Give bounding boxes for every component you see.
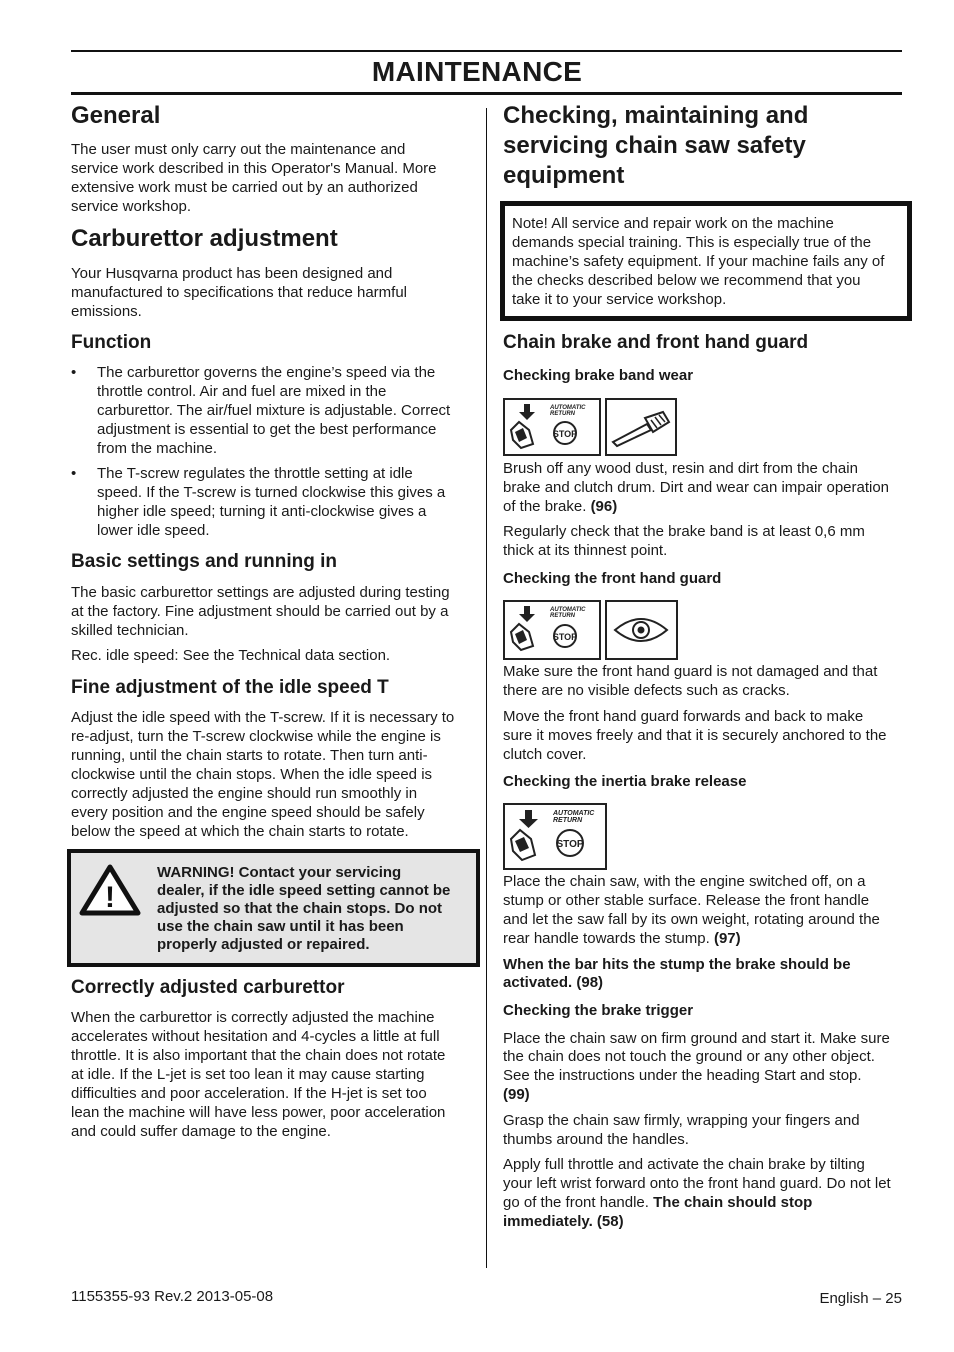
- band-p2-line: thick at its thinnest point.: [503, 542, 668, 559]
- chain-brake-icon: [505, 400, 599, 454]
- warning-triangle-icon: [79, 864, 141, 916]
- carb-line: manufactured to specifications that reduce harmful: [71, 284, 408, 301]
- bullet-line: The T-screw regulates the throttle setting at idle: [97, 465, 413, 482]
- guard-p1-line: Make sure the front hand guard is not damaged and that: [503, 663, 878, 680]
- fine-line: every position and the engine speed should be safely: [71, 804, 425, 821]
- general-line: service work described in this Operator's Manual. More: [71, 160, 437, 177]
- band-p1-line: Brush off any wood dust, resin and dirt from the chain: [503, 460, 858, 477]
- basic-line: skilled technician.: [71, 622, 189, 639]
- header-top-rule: [71, 50, 902, 52]
- inertia-p1-line: [503, 929, 741, 948]
- svg-text:STOP: STOP: [552, 632, 578, 642]
- figure-ref: (96): [590, 498, 618, 515]
- svg-text:AUTOMATIC: AUTOMATIC: [553, 810, 595, 817]
- fine-line: re-adjust, turn the T-screw clockwise while the engine is: [71, 728, 441, 745]
- chain-brake-icon-box: [503, 600, 601, 660]
- svg-text:!: !: [105, 881, 115, 914]
- fine-line: Adjust the idle speed with the T-screw. If it is necessary to: [71, 709, 455, 726]
- basic-line: The basic carburettor settings are adjusted during testing: [71, 584, 450, 601]
- bullet-line: adjustment is essential to get the best performance: [97, 421, 437, 438]
- function-heading: Function: [71, 332, 152, 353]
- trigger-p3-text: go of the front handle.: [503, 1194, 654, 1211]
- page-title: MAINTENANCE: [371, 56, 583, 87]
- chain-brake-icon: [505, 602, 599, 658]
- carb-heading: Carburettor adjustment: [71, 225, 338, 252]
- guard-p2-line: Move the front hand guard forwards and back to make: [503, 708, 864, 725]
- warning-line: use the chain saw until it has been: [157, 918, 404, 935]
- guard-heading: Checking the front hand guard: [503, 570, 722, 587]
- general-heading: General: [71, 102, 161, 129]
- trigger-p3-line: Apply full throttle and activate the chain brake by tilting: [503, 1156, 865, 1173]
- svg-text:AUTOMATIC: AUTOMATIC: [550, 405, 586, 411]
- trigger-p3-bold-line: immediately. (58): [503, 1213, 624, 1230]
- trigger-heading: Checking the brake trigger: [503, 1002, 694, 1019]
- guard-p1-line: there are no visible defects such as cracks.: [503, 682, 790, 699]
- general-line: The user must only carry out the maintenance and: [71, 141, 406, 158]
- bullet-line: carburettor. The air/fuel mixture is adjustable. Correct: [97, 402, 451, 419]
- correct-line: lean the machine will have less power, poor acceleration: [71, 1104, 446, 1121]
- note-line: demands special training. This is especially true of the: [512, 234, 872, 251]
- inertia-p1-text: rear handle towards the stump.: [503, 930, 714, 947]
- trigger-p3-line: [503, 1193, 812, 1212]
- carb-line: emissions.: [71, 303, 142, 320]
- bullet-line: The carburettor governs the engine’s speed via the: [97, 364, 436, 381]
- bullet-line: from the machine.: [97, 440, 218, 457]
- bullet-line: throttle control. Air and fuel are mixed in the: [97, 383, 387, 400]
- basic-heading: Basic settings and running in: [71, 551, 338, 572]
- general-line: service workshop.: [71, 198, 192, 215]
- note-line: take it to your service workshop.: [512, 291, 727, 308]
- inertia-p1-line: and let the saw fall by its own weight, rotating around the: [503, 911, 880, 928]
- chain-brake-icon: [505, 805, 605, 868]
- carb-line: Your Husqvarna product has been designed and: [71, 265, 393, 282]
- inertia-p1-line: stump or other stable surface. Release the front handle: [503, 892, 870, 909]
- bullet-marker: •: [71, 364, 77, 381]
- footer-page-number: English – 25: [819, 1290, 902, 1307]
- figure-ref: (97): [713, 930, 741, 947]
- footer-doc-id: 1155355-93 Rev.2 2013-05-08: [71, 1288, 274, 1305]
- trigger-p1-line: the chain does not touch the ground or any other object.: [503, 1048, 875, 1065]
- svg-text:RETURN: RETURN: [550, 613, 575, 619]
- bullet-marker: •: [71, 465, 77, 482]
- inertia-bold-line: activated. (98): [503, 974, 604, 991]
- figure-ref: (99): [503, 1086, 530, 1103]
- inertia-heading: Checking the inertia brake release: [503, 773, 747, 790]
- fine-line: below the speed at which the chain starts to rotate.: [71, 823, 409, 840]
- chain-brake-icon-box: [503, 398, 601, 456]
- safety-heading-line: servicing chain saw safety: [503, 132, 806, 159]
- trigger-p1-line: See the instructions under the heading Start and stop.: [503, 1067, 862, 1084]
- bullet-line: speed. If the T-screw is turned clockwise this gives a: [97, 484, 446, 501]
- warning-line: dealer, if the idle speed setting cannot be: [157, 882, 451, 899]
- eye-icon: [607, 602, 676, 658]
- safety-heading-line: equipment: [503, 162, 625, 189]
- chain-brake-heading: Chain brake and front hand guard: [503, 332, 809, 353]
- inertia-p1-line: Place the chain saw, with the engine switched off, on a: [503, 873, 866, 890]
- warning-line: properly adjusted or repaired.: [157, 936, 370, 953]
- warning-box: [67, 849, 480, 967]
- fine-line: clockwise until the chain stops. When the idle speed is: [71, 766, 433, 783]
- note-box: [500, 201, 912, 321]
- general-line: extensive work must be carried out by an authorized: [71, 179, 418, 196]
- guard-p2-line: clutch cover.: [503, 746, 587, 763]
- note-line: Note! All service and repair work on the machine: [512, 215, 834, 232]
- bullet-line: higher idle speed; turning it anti-clockwise gives a: [97, 503, 427, 520]
- trigger-p3-bold: The chain should stop: [653, 1194, 813, 1211]
- svg-text:RETURN: RETURN: [553, 817, 583, 824]
- correct-heading: Correctly adjusted carburettor: [71, 977, 345, 998]
- trigger-p2-line: thumbs around the handles.: [503, 1131, 689, 1148]
- svg-text:AUTOMATIC: AUTOMATIC: [550, 607, 586, 613]
- correct-line: throttle. It is also important that the chain does not rotate: [71, 1047, 446, 1064]
- bullet-line: lower idle speed.: [97, 522, 210, 539]
- eye-icon-box: [605, 600, 678, 660]
- correct-line: at idle. If the L-jet is set too lean it may cause starting: [71, 1066, 425, 1083]
- safety-heading-line: Checking, maintaining and: [503, 102, 809, 129]
- band-p2-line: Regularly check that the brake band is at least 0,6 mm: [503, 523, 865, 540]
- correct-line: and could suffer damage to the engine.: [71, 1123, 331, 1140]
- header-bottom-rule: [71, 92, 902, 95]
- fine-line: correctly adjusted the engine should run smoothly in: [71, 785, 418, 802]
- fine-line: running, until the chain starts to rotate. Then turn anti-: [71, 747, 428, 764]
- band-p1-line: [503, 497, 617, 516]
- basic-line: at the factory. Fine adjustment should be carried out by a: [71, 603, 449, 620]
- svg-text:STOP: STOP: [556, 839, 584, 850]
- column-divider: [486, 108, 487, 1268]
- correct-line: When the carburettor is correctly adjusted the machine: [71, 1009, 435, 1026]
- trigger-p3-line: your left wrist forward onto the front hand guard. Do not let: [503, 1175, 891, 1192]
- note-line: machine’s safety equipment. If your machine fails any of: [512, 253, 885, 270]
- guard-p2-line: sure it moves freely and that it is securely anchored to the: [503, 727, 887, 744]
- band-p1-text: of the brake.: [503, 498, 591, 515]
- trigger-p1-line: Place the chain saw on firm ground and start it. Make sure: [503, 1030, 890, 1047]
- svg-text:RETURN: RETURN: [550, 411, 575, 417]
- correct-line: difficulties and poor acceleration. If the H-jet is set too: [71, 1085, 427, 1102]
- correct-line: accelerates without hesitation and 4-cycles a little at full: [71, 1028, 440, 1045]
- brush-icon-box: [605, 398, 677, 456]
- svg-text:STOP: STOP: [552, 429, 578, 439]
- fine-heading: Fine adjustment of the idle speed T: [71, 677, 389, 698]
- band-p1-line: brake and clutch drum. Dirt and wear can impair operation: [503, 479, 890, 496]
- trigger-p2-line: Grasp the chain saw firmly, wrapping your fingers and: [503, 1112, 860, 1129]
- chain-brake-icon-box: [503, 803, 607, 870]
- brush-icon: [607, 400, 675, 454]
- warning-line: adjusted so that the chain stops. Do not: [157, 900, 443, 917]
- warning-line: WARNING! Contact your servicing: [157, 864, 402, 881]
- note-line: the checks described below we recommend that you: [512, 272, 861, 289]
- rec-idle-speed: Rec. idle speed: See the Technical data section.: [71, 647, 391, 664]
- inertia-bold-line: When the bar hits the stump the brake should be: [503, 956, 851, 973]
- band-heading: Checking brake band wear: [503, 367, 694, 384]
